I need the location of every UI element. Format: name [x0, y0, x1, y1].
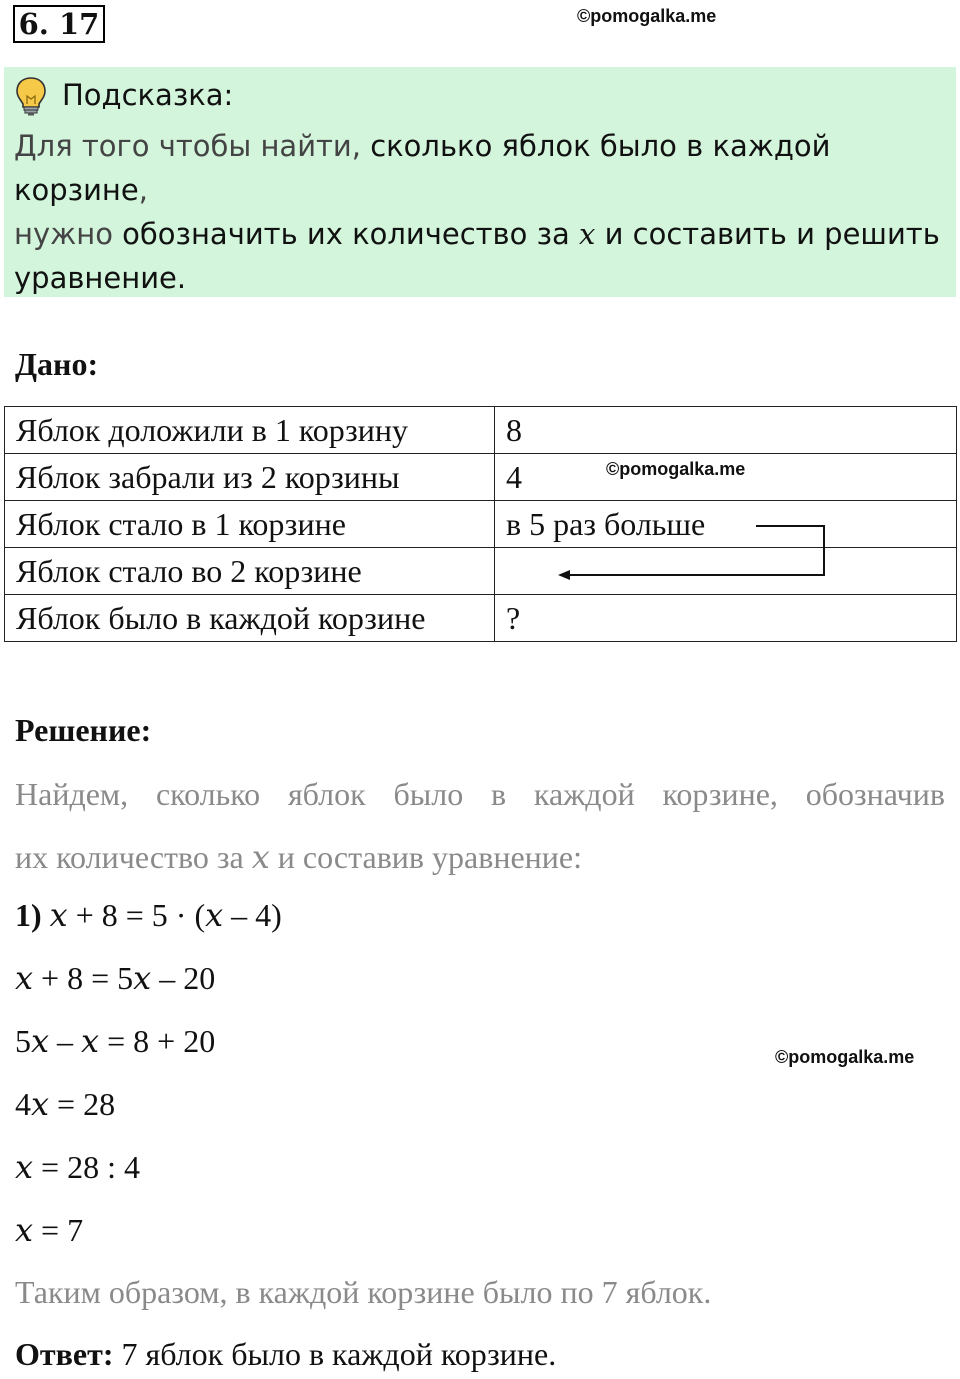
- hint-line-2: [14, 212, 954, 256]
- hint-text-light: ,: [138, 173, 148, 207]
- intro-word: было: [393, 776, 464, 812]
- given-value: 8: [495, 407, 957, 454]
- given-label: Яблок стало во 2 корзине: [5, 548, 495, 595]
- given-label: Яблок было в каждой корзине: [5, 595, 495, 642]
- solution-conclusion: Таким образом, в каждой корзине было по 7 яблок.: [15, 1274, 712, 1310]
- given-value: 4: [495, 454, 957, 501]
- intro-word: корзине,: [662, 776, 778, 812]
- hint-line-3: [14, 256, 954, 300]
- intro-word: каждой: [533, 776, 635, 812]
- given-label: Яблок доложили в 1 корзину: [5, 407, 495, 454]
- equation-4: [15, 1085, 115, 1123]
- equation-text: + 8 = 5 · (: [67, 897, 206, 933]
- intro-word: в: [491, 776, 507, 812]
- equation-text: 4: [15, 1086, 31, 1122]
- given-title: Дано:: [15, 346, 99, 382]
- solution-intro-line-1: [15, 776, 945, 813]
- equation-3: [15, 1022, 215, 1060]
- hint-text-light: Для того чтобы найти,: [14, 129, 361, 163]
- hint-title: Подсказка:: [62, 78, 234, 112]
- math-variable: x: [31, 1085, 50, 1123]
- math-variable: x: [133, 959, 152, 997]
- step-label: 1): [15, 897, 42, 933]
- math-variable: x: [81, 1022, 100, 1060]
- lightbulb-icon: [14, 76, 48, 116]
- intro-text: их количество за: [15, 839, 252, 875]
- equation-2: [15, 959, 215, 997]
- equation-text: 5: [15, 1023, 31, 1059]
- given-label: Яблок стало в 1 корзине: [5, 501, 495, 548]
- answer-label: Ответ:: [15, 1336, 114, 1372]
- intro-word: сколько: [155, 776, 261, 812]
- intro-text: и составив уравнение:: [269, 839, 583, 875]
- watermark: ©pomogalka.me: [606, 459, 746, 479]
- equation-text: = 8 + 20: [99, 1023, 216, 1059]
- given-label: Яблок забрали из 2 корзины: [5, 454, 495, 501]
- math-variable: x: [579, 217, 596, 251]
- hint-text-emphasis: обозначить их количество за: [122, 217, 580, 251]
- equation-text: = 7: [33, 1212, 84, 1248]
- math-variable: x: [15, 1148, 34, 1186]
- math-variable: x: [49, 896, 68, 934]
- answer-line: [15, 1336, 556, 1373]
- solution-intro-line-2: [15, 838, 582, 876]
- equation-text: – 20: [151, 960, 216, 996]
- given-value: в 5 раз больше: [495, 501, 957, 548]
- solution-title: Решение:: [15, 712, 152, 748]
- task-number: 6. 17: [13, 5, 105, 43]
- equation-text: – 4): [223, 897, 282, 933]
- given-value: ?: [495, 595, 957, 642]
- intro-word: яблок: [287, 776, 366, 812]
- math-variable: x: [251, 838, 270, 876]
- watermark: ©pomogalka.me: [775, 1047, 915, 1067]
- hint-text: [14, 124, 954, 300]
- answer-text: 7 яблок было в каждой корзине.: [113, 1336, 557, 1372]
- relation-arrow-icon: [4, 406, 957, 649]
- math-variable: x: [15, 1211, 34, 1249]
- math-variable: x: [31, 1022, 50, 1060]
- equation-1: [15, 896, 282, 934]
- hint-line-1: [14, 124, 954, 212]
- hint-text-emphasis: и составить и решить: [595, 217, 940, 251]
- equation-6: [15, 1211, 83, 1249]
- math-variable: x: [205, 896, 224, 934]
- intro-word: Найдем,: [15, 776, 129, 812]
- watermark: ©pomogalka.me: [577, 6, 717, 26]
- equation-text: + 8 = 5: [33, 960, 134, 996]
- equation-text: –: [49, 1023, 82, 1059]
- hint-text-light: нужно: [14, 217, 123, 251]
- equation-text: = 28: [49, 1086, 116, 1122]
- intro-word: обозначив: [805, 776, 945, 812]
- math-variable: x: [15, 959, 34, 997]
- equation-5: [15, 1148, 140, 1186]
- hint-text-emphasis: уравнение.: [14, 261, 187, 295]
- hint-text-emphasis: сколько яблок было в каждой корзине: [14, 129, 831, 207]
- equation-text: = 28 : 4: [33, 1149, 140, 1185]
